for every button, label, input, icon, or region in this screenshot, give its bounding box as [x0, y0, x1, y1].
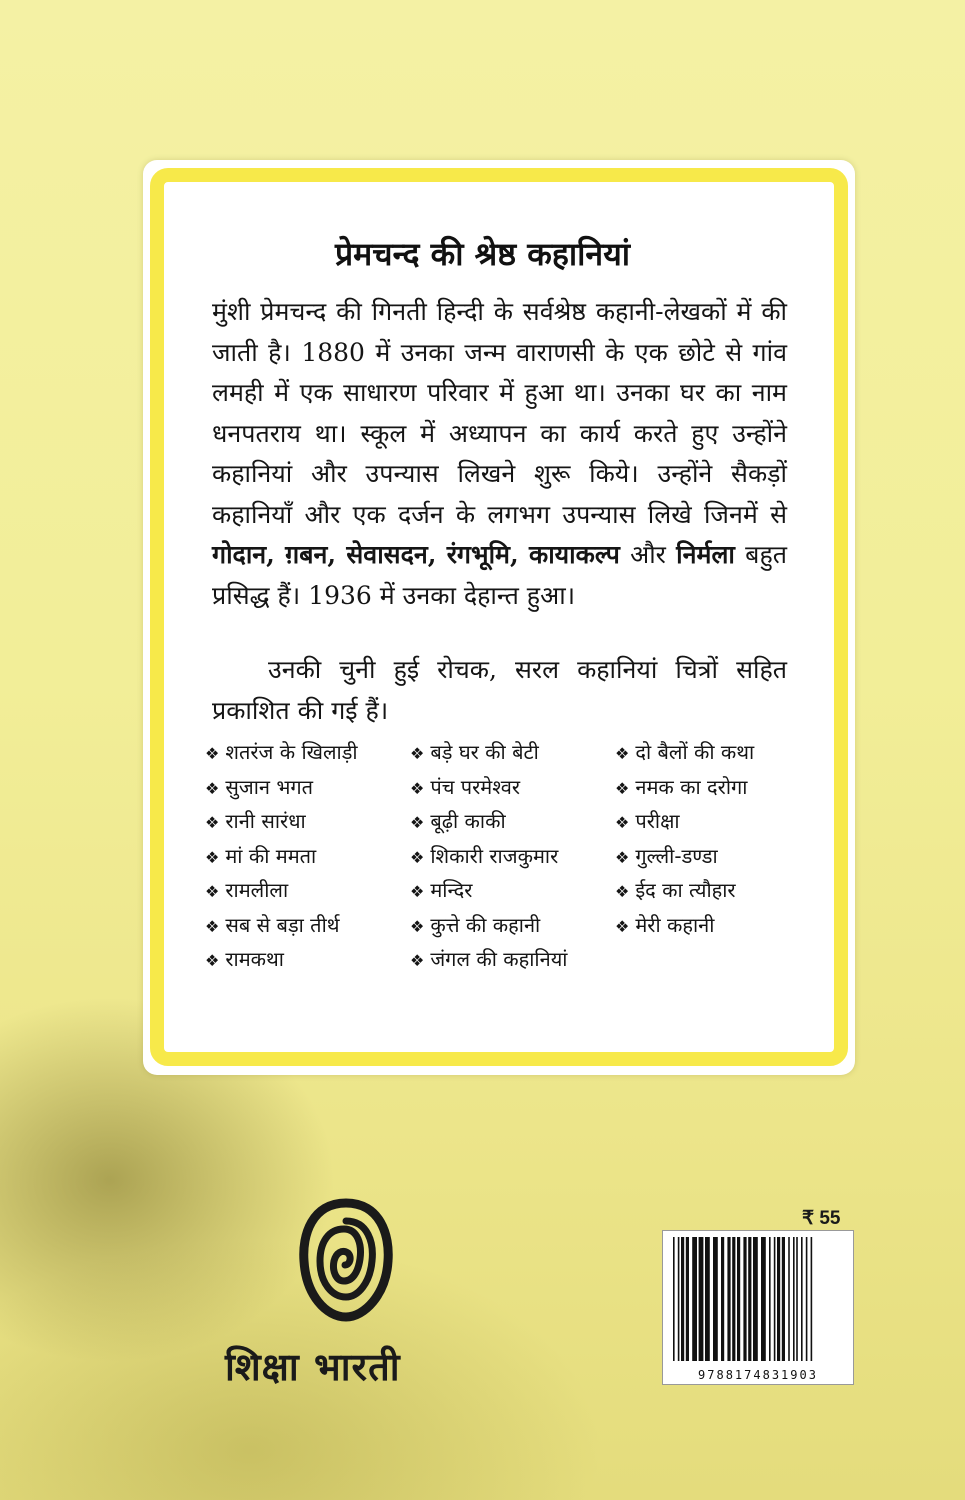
barcode-bar — [748, 1237, 751, 1361]
story-item: ❖ सब से बड़ा तीर्थ — [205, 912, 340, 937]
barcode-bar — [801, 1237, 803, 1361]
bullet-icon: ❖ — [410, 951, 425, 970]
bullet-icon: ❖ — [615, 847, 630, 867]
story-item: ❖ रामलीला — [205, 878, 289, 902]
barcode-bars — [671, 1237, 847, 1361]
story-item: ❖ बूढ़ी काकी — [410, 809, 506, 833]
bullet-icon: ❖ — [205, 951, 220, 970]
story-item: ❖ नमक का दरोगा — [615, 774, 748, 799]
barcode-bar — [699, 1237, 704, 1361]
barcode-bar — [692, 1237, 697, 1361]
story-item: ❖ सुजान भगत — [205, 774, 314, 799]
barcode-bar — [769, 1237, 771, 1361]
barcode-bar — [793, 1237, 795, 1361]
story-column-3 — [615, 738, 754, 945]
story-item: ❖ रामकथा — [205, 947, 284, 971]
barcode-bar — [732, 1237, 735, 1361]
barcode-bar — [721, 1237, 724, 1361]
barcode-bar — [727, 1237, 730, 1361]
story-item: ❖ मां की ममता — [205, 843, 317, 868]
description-text: बहुत प्रसिद्ध हैं। 1936 में उनका देहान्त हुआ। — [212, 540, 787, 610]
bullet-icon: ❖ — [205, 744, 220, 763]
story-item: ❖ मन्दिर — [410, 878, 473, 902]
bullet-icon: ❖ — [205, 778, 220, 798]
barcode-bar — [753, 1237, 758, 1361]
story-item: ❖ शिकारी राजकुमार — [410, 843, 559, 868]
barcode-bar — [796, 1237, 798, 1361]
barcode-bar — [811, 1237, 813, 1361]
publisher-name: शिक्षा भारती — [225, 1345, 401, 1389]
bullet-icon: ❖ — [205, 813, 220, 832]
barcode-bar — [737, 1237, 740, 1361]
story-column-2 — [410, 738, 567, 980]
story-item: ❖ पंच परमेश्वर — [410, 774, 521, 799]
novel-name: गोदान, — [212, 540, 275, 569]
story-item: ❖ परीक्षा — [615, 809, 680, 833]
barcode-bar — [777, 1237, 780, 1361]
bullet-icon: ❖ — [615, 778, 630, 798]
bullet-icon: ❖ — [410, 847, 425, 867]
bullet-icon: ❖ — [205, 916, 220, 936]
barcode — [662, 1230, 854, 1385]
barcode-bar — [788, 1237, 790, 1361]
novel-name: सेवासदन, — [346, 540, 437, 569]
barcode-bar — [705, 1237, 710, 1361]
bullet-icon: ❖ — [410, 813, 425, 832]
barcode-bar — [761, 1237, 766, 1361]
description-text: मुंशी प्रेमचन्द की गिनती हिन्दी के सर्वश्रेष्ठ कहानी-लेखकों में की जाती है। 1880 में उनका जन्म वाराणसी के एक छोटे से गांव लमही में एक साधारण परिवार में हुआ था। उनका घर का नाम धनपतराय था। स्कूल में अध्यापन का कार्य करते हुए उन्होंने कहानियां और उपन्यास लिखने शुरू किये। उन्होंने सैकड़ों कहानियाँ और एक दर्जन के लगभग उपन्यास लिखे जिनमें से — [212, 297, 787, 529]
bullet-icon: ❖ — [615, 916, 630, 936]
spiral-logo-icon — [298, 1195, 394, 1325]
story-item: ❖ मेरी कहानी — [615, 912, 715, 937]
bullet-icon: ❖ — [410, 916, 425, 936]
barcode-bar — [713, 1237, 718, 1361]
story-item: ❖ जंगल की कहानियां — [410, 947, 568, 971]
barcode-bar — [686, 1237, 689, 1361]
barcode-bar — [782, 1237, 785, 1361]
bullet-icon: ❖ — [615, 744, 630, 763]
price-label: ₹ 55 — [802, 1208, 841, 1229]
bullet-icon: ❖ — [205, 882, 220, 901]
bullet-icon: ❖ — [615, 882, 630, 901]
barcode-bar — [673, 1237, 675, 1361]
story-item: ❖ शतरंज के खिलाड़ी — [205, 740, 358, 764]
novel-name: रंगभूमि, — [446, 540, 519, 569]
barcode-bar — [806, 1237, 808, 1361]
story-item: ❖ गुल्ली-डण्डा — [615, 843, 718, 868]
story-column-1 — [205, 738, 358, 980]
book-title: प्रेमचन्द की श्रेष्ठ कहानियां — [334, 235, 631, 273]
bullet-icon: ❖ — [410, 882, 425, 901]
bullet-icon: ❖ — [410, 778, 425, 798]
collection-paragraph: उनकी चुनी हुई रोचक, सरल कहानियां चित्रों सहित प्रकाशित की गई हैं। — [212, 655, 787, 725]
novel-name: कायाकल्प — [529, 540, 620, 569]
barcode-bar — [743, 1237, 746, 1361]
story-item: ❖ कुत्ते की कहानी — [410, 912, 541, 937]
isbn-number: 9788174831903 — [698, 1368, 818, 1382]
barcode-bar — [681, 1237, 684, 1361]
description-paragraph — [212, 292, 787, 616]
bullet-icon: ❖ — [205, 847, 220, 867]
bullet-icon: ❖ — [615, 813, 630, 832]
barcode-bar — [774, 1237, 776, 1361]
barcode-bar — [678, 1237, 680, 1361]
bullet-icon: ❖ — [410, 744, 425, 763]
story-item: ❖ रानी सारंधा — [205, 809, 306, 833]
conjunction-text: और — [630, 540, 666, 569]
story-item: ❖ बड़े घर की बेटी — [410, 740, 539, 764]
novel-name: ग़बन, — [285, 540, 337, 569]
story-item: ❖ ईद का त्यौहार — [615, 878, 736, 902]
story-item: ❖ दो बैलों की कथा — [615, 740, 755, 764]
novel-name: निर्मला — [676, 540, 735, 569]
